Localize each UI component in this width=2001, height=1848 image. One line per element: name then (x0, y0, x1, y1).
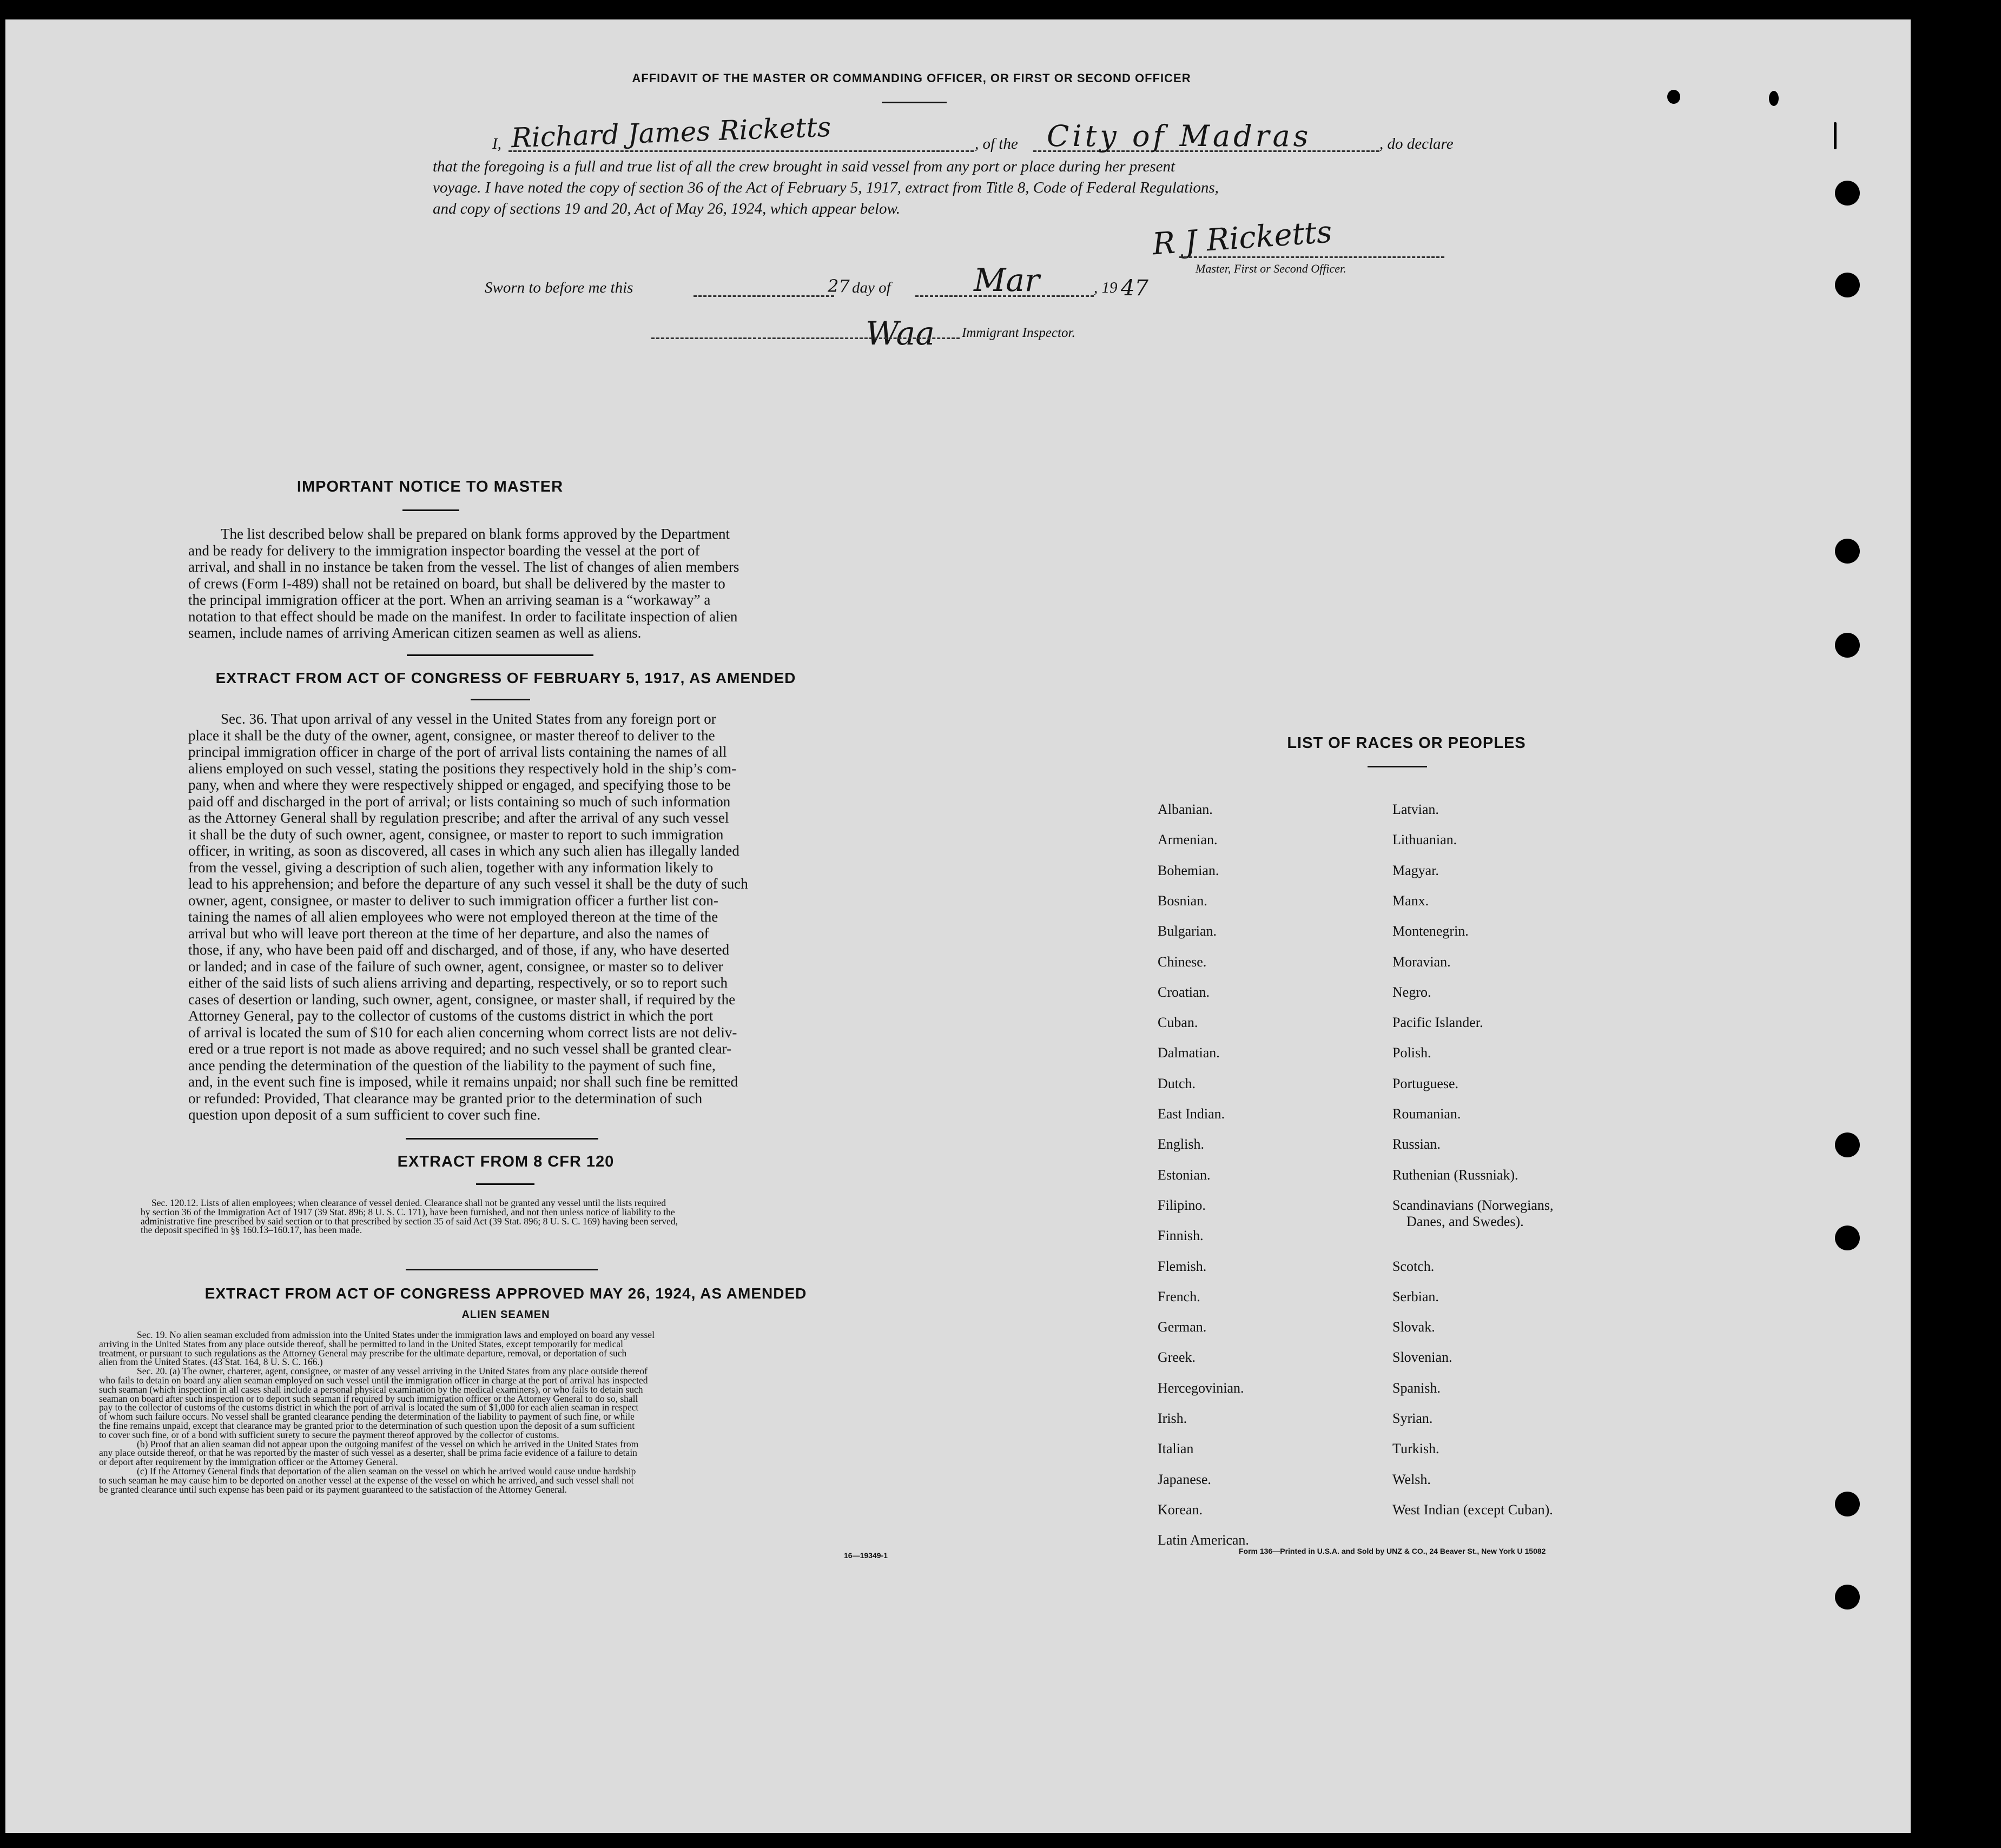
sec-19-line: Sec. 19. No alien seaman excluded from admission into the United States under the immigration laws and employed on board any vessel (137, 1329, 655, 1340)
section-36-line: officer, in writing, as soon as discovered, all cases in which any such alien has illegally landed (188, 843, 739, 859)
notice-body (188, 526, 821, 641)
affidavit-line1-mid: , of the (975, 135, 1018, 153)
ink-speck (1667, 90, 1680, 104)
section-36-line: taining the names of all alien employees who were not employed thereon at the time of the (188, 909, 718, 925)
binder-hole (1835, 181, 1860, 206)
section-36-line: those, if any, who have been paid off and discharged, and of those, if any, who have deserted (188, 942, 730, 958)
cfr-line: administrative fine prescribed by said section or to that prescribed by section 35 of said Act (39 Stat. 896; 8 U. S. C. 169) having been served, (141, 1215, 678, 1227)
master-name-handwriting: Richard James Ricketts (511, 111, 832, 154)
affidavit-line2: that the foregoing is a full and true list of all the crew brought in said vessel from any port or place during her present (433, 158, 1175, 175)
notice-line: seamen, include names of arriving American citizen seamen as well as aliens. (188, 625, 642, 641)
form-code: 16—19349-1 (844, 1551, 888, 1560)
race-item: Scotch. (1392, 1258, 1435, 1274)
race-item: Dutch. (1158, 1075, 1196, 1091)
race-item: Turkish. (1392, 1441, 1439, 1457)
race-item: English. (1158, 1136, 1204, 1152)
race-item: Estonian. (1158, 1167, 1211, 1183)
binder-hole (1835, 1492, 1860, 1516)
section-36-line: ance pending the determination of the question of the liability to the payment of such fine, (188, 1057, 716, 1074)
cfr-line: the deposit specified in §§ 160.13–160.17, has been made. (141, 1224, 362, 1236)
sec-20-line: who fails to detain on board any alien seaman employed on such vessel until the immigration officer in charge at the port of arrival has inspected (99, 1374, 648, 1386)
section-36-line: either of the said lists of such aliens arriving and departing, respectively, or so to report such (188, 975, 728, 991)
sworn-day-handwriting: 27 (828, 276, 850, 296)
race-item: Roumanian. (1392, 1106, 1461, 1122)
extract-1924-body (99, 1330, 902, 1494)
section-36-line: pany, when and where they were respectively shipped or engaged, and specifying those to be (188, 777, 731, 793)
binder-hole (1835, 1226, 1860, 1250)
notice-line: of crews (Form I-489) shall not be retained on board, but shall be delivered by the master to (188, 575, 725, 592)
race-item: Serbian. (1392, 1288, 1439, 1304)
inspector-signature: Waa (866, 315, 935, 353)
section-36-line: cases of desertion or landing, such owner, agent, consignee, or master shall, if required by the (188, 991, 736, 1008)
vessel-name-handwriting: City of Madras (1047, 119, 1312, 153)
section-36-line: it shall be the duty of such owner, agent, consignee, or master to report to such immigration (188, 826, 724, 843)
section-divider-3 (406, 1269, 598, 1270)
race-item: Slovenian. (1392, 1349, 1452, 1366)
race-item: Portuguese. (1392, 1075, 1459, 1091)
race-item: Manx. (1392, 892, 1429, 909)
notice-title-rule (402, 509, 459, 511)
race-item: Hercegovinian. (1158, 1380, 1244, 1396)
race-item: Dalmatian. (1158, 1045, 1220, 1061)
affidavit-line1-suffix: , do declare (1379, 135, 1454, 153)
extract-1917-title: EXTRACT FROM ACT OF CONGRESS OF FEBRUARY 5, 1917, AS AMENDED (215, 670, 796, 686)
race-item: Latvian. (1392, 802, 1439, 817)
race-item: Japanese. (1158, 1471, 1211, 1487)
extract-cfr-body (141, 1198, 903, 1235)
binder-hole (1835, 539, 1860, 564)
extract-1917-body (188, 711, 821, 1123)
affidavit-line1-prefix: I, (492, 135, 501, 153)
race-item: Lithuanian. (1392, 832, 1457, 848)
notice-line: notation to that effect should be made on the manifest. In order to facilitate inspection of alien (188, 608, 738, 625)
sec-19-line: alien from the United States. (43 Stat. 164, 8 U. S. C. 166.) (99, 1356, 323, 1368)
race-item: Magyar. (1392, 862, 1439, 878)
extract-1917-title-rule (471, 699, 530, 700)
race-item: Finnish. (1158, 1228, 1204, 1244)
section-36-line: of arrival is located the sum of $10 for each alien concerning whom correct lists are not deliv- (188, 1024, 737, 1041)
section-divider-2 (406, 1138, 598, 1140)
sec-20-line: the fine remains unpaid, except that clearance may be granted prior to the determination of such question upon the deposit of a sum sufficient (99, 1420, 635, 1431)
notice-line: arrival, and shall in no instance be taken from the vessel. The list of changes of alien members (188, 559, 739, 575)
race-item: Ruthenian (Russniak). (1392, 1167, 1518, 1183)
section-36-line: place it shall be the duty of the owner, agent, consignee, or master thereof to deliver to the (188, 727, 715, 744)
section-36-line: lead to his apprehension; and before the departure of any such vessel it shall be the duty of such (188, 876, 748, 892)
sworn-day-label: day of (852, 279, 891, 296)
master-signature: R J Ricketts (1151, 214, 1333, 262)
section-36-line: paid off and discharged in the port of arrival; or lists containing so much of such information (188, 793, 731, 810)
race-item: Russian. (1392, 1136, 1441, 1152)
section-36-line: or landed; and in case of the failure of such owner, agent, consignee, or master so to deliver (188, 958, 723, 975)
race-item: Korean. (1158, 1501, 1203, 1518)
race-item: Cuban. (1158, 1015, 1198, 1031)
cfr-line: Sec. 120.12. Lists of alien employees; when clearance of vessel denied. Clearance shall not be granted any vessel until the lists required (151, 1197, 666, 1208)
ink-speck (1834, 122, 1837, 149)
race-item: Scandinavians (Norwegians, (1392, 1197, 1554, 1213)
sec-20-line: of whom such failure occurs. No vessel shall be granted clearance pending the determination of the liability to payment of such fine, or while (99, 1411, 635, 1422)
sec-20-line: (b) Proof that an alien seaman did not appear upon the outgoing manifest of the vessel on which he arrived in the United States from (137, 1438, 639, 1449)
notice-line: the principal immigration officer at the port. When an arriving seaman is a “workaway” a (188, 592, 711, 608)
race-item: Moravian. (1392, 953, 1451, 970)
sec-20-line: or deport after requirement by the immigration officer or the Attorney General. (99, 1456, 398, 1468)
inspector-caption: Immigrant Inspector. (962, 326, 1075, 340)
race-item: Chinese. (1158, 953, 1207, 970)
sec-20-line: to such seaman he may cause him to be deported on another vessel at the expense of the vessel on which he arrived, and such vessel shall not (99, 1474, 634, 1486)
race-item: Bulgarian. (1158, 923, 1217, 939)
binder-hole (1835, 633, 1860, 658)
sec-19-line: arriving in the United States from any place outside thereof, shall be permitted to land in the United States, except temporarily for medical (99, 1338, 624, 1349)
notice-line: The list described below shall be prepared on blank forms approved by the Department (221, 526, 730, 542)
ink-speck (1769, 91, 1779, 106)
sworn-year-prefix: , 19 (1094, 279, 1118, 296)
notice-title: IMPORTANT NOTICE TO MASTER (296, 478, 564, 495)
extract-1924-title: EXTRACT FROM ACT OF CONGRESS APPROVED MAY 26, 1924, AS AMENDED (204, 1285, 807, 1302)
notice-line: and be ready for delivery to the immigration inspector boarding the vessel at the port of (188, 542, 700, 559)
sworn-day-line (694, 295, 834, 297)
affidavit-line4: and copy of sections 19 and 20, Act of May 26, 1924, which appear below. (433, 200, 900, 217)
printer-line: Form 136—Printed in U.S.A. and Sold by UNZ & CO., 24 Beaver St., New York U 15082 (1239, 1547, 1546, 1555)
race-item: Bohemian. (1158, 862, 1219, 878)
race-item: Italian (1158, 1441, 1194, 1457)
race-item: Latin American. (1158, 1532, 1249, 1548)
document-page (5, 19, 1911, 1833)
alien-seamen-subtitle: ALIEN SEAMEN (461, 1309, 550, 1321)
binder-hole (1835, 1585, 1860, 1609)
race-item: Spanish. (1392, 1380, 1441, 1396)
sec-20-line: pay to the collector of customs of the customs district in which the port of arrival is located the sum of $1,000 for each alien seaman in respect (99, 1402, 639, 1413)
section-divider-1 (407, 654, 593, 656)
sec-19-line: treatment, or pursuant to such regulations as the Attorney General may prescribe for the ultimate departure, removal, or deportation of such (99, 1347, 627, 1359)
race-item: German. (1158, 1319, 1207, 1335)
race-item: Pacific Islander. (1392, 1015, 1483, 1031)
section-36-line: Sec. 36. That upon arrival of any vessel in the United States from any foreign port or (221, 711, 716, 727)
section-36-line: and, in the event such fine is imposed, while it remains unpaid; nor shall such fine be remitted (188, 1074, 738, 1090)
race-item: Armenian. (1158, 832, 1218, 848)
race-item: Filipino. (1158, 1197, 1206, 1213)
race-item: Welsh. (1392, 1471, 1431, 1487)
race-item: Albanian. (1158, 802, 1213, 817)
race-item: Negro. (1392, 984, 1431, 1000)
races-title-rule (1368, 766, 1427, 767)
race-item: East Indian. (1158, 1106, 1225, 1122)
section-36-line: ered or a true report is not made as above required; and no such vessel shall be granted clear- (188, 1041, 732, 1057)
race-item: Slovak. (1392, 1319, 1435, 1335)
sworn-prefix: Sworn to before me this (485, 279, 633, 296)
section-36-line: as the Attorney General shall by regulation prescribe; and after the arrival of any such vessel (188, 810, 729, 826)
race-item: Syrian. (1392, 1410, 1433, 1426)
cfr-line: by section 36 of the Immigration Act of 1917 (39 Stat. 896; 8 U. S. C. 171), have been furnished, and not then unless notice of liability to the (141, 1206, 675, 1217)
inspector-line (651, 337, 960, 339)
race-item: Irish. (1158, 1410, 1187, 1426)
sec-20-line: be granted clearance until such expense has been paid or its payment guaranteed to the satisfaction of the Attorney General. (99, 1483, 567, 1495)
sworn-month-handwriting: Mar (974, 262, 1040, 299)
section-36-line: arrival but who will leave port thereon at the time of her departure, and also the names of (188, 925, 709, 942)
sec-20-line: any place outside thereof, or that he was reported by the master of such vessel as a deserter, shall be prima facie evidence of a failure to detain (99, 1447, 637, 1459)
section-36-line: Attorney General, pay to the collector of customs of the customs district in which the port (188, 1008, 714, 1024)
extract-cfr-title: EXTRACT FROM 8 CFR 120 (397, 1153, 615, 1170)
section-36-line: aliens employed on such vessel, stating the positions they respectively hold in the ship’s com- (188, 760, 737, 777)
races-title: LIST OF RACES OR PEOPLES (1287, 734, 1526, 752)
affidavit-title: AFFIDAVIT OF THE MASTER OR COMMANDING OFFICER, OR FIRST OR SECOND OFFICER (632, 71, 1191, 85)
section-36-line: from the vessel, giving a description of such alien, together with any information likely to (188, 859, 714, 876)
sec-20-line: seaman on board after such inspection or to deport such seaman if required by such immigration officer or the Attorney General to do so, shall (99, 1393, 638, 1404)
sec-20-line: (c) If the Attorney General finds that deportation of the alien seaman on the vessel on which he arrived would cause undue hardship (137, 1465, 636, 1476)
section-36-line: principal immigration officer in charge of the port of arrival lists containing the names of all (188, 744, 727, 760)
sec-20-line: such seaman (which inspection in all cases shall include a personal physical examination by the medical examiners), or who fails to detain such (99, 1383, 643, 1395)
section-36-line: owner, agent, consignee, or master to deliver to such immigration officer a further list con- (188, 892, 718, 909)
signature-line (1179, 256, 1444, 258)
race-item: West Indian (except Cuban). (1392, 1501, 1553, 1518)
race-item: Bosnian. (1158, 892, 1207, 909)
binder-hole (1835, 273, 1860, 297)
race-item: French. (1158, 1288, 1200, 1304)
race-item: Flemish. (1158, 1258, 1207, 1274)
race-item: Greek. (1158, 1349, 1196, 1366)
extract-cfr-title-rule (476, 1183, 534, 1185)
sworn-year-handwriting: 47 (1121, 276, 1148, 301)
signature-caption: Master, First or Second Officer. (1196, 262, 1346, 275)
binder-hole (1835, 1132, 1860, 1157)
race-item: Montenegrin. (1392, 923, 1469, 939)
race-item: Croatian. (1158, 984, 1210, 1000)
section-36-line: or refunded: Provided, That clearance may be granted prior to the determination of such (188, 1090, 703, 1107)
section-36-line: question upon deposit of a sum sufficient to cover such fine. (188, 1107, 541, 1123)
sec-20-line: Sec. 20. (a) The owner, charterer, agent, consignee, or master of any vessel arriving in the United States from any place outside thereof (137, 1366, 648, 1377)
race-item: Polish. (1392, 1045, 1431, 1061)
affidavit-line3: voyage. I have noted the copy of section 36 of the Act of February 5, 1917, extract from Title 8, Code of Federal Regulations, (433, 179, 1219, 196)
sec-20-line: to cover such fine, or of a bond with sufficient surety to secure the payment thereof approved by the collector of customs. (99, 1429, 559, 1440)
title-rule (882, 102, 947, 103)
race-item: Danes, and Swedes). (1406, 1213, 1524, 1229)
